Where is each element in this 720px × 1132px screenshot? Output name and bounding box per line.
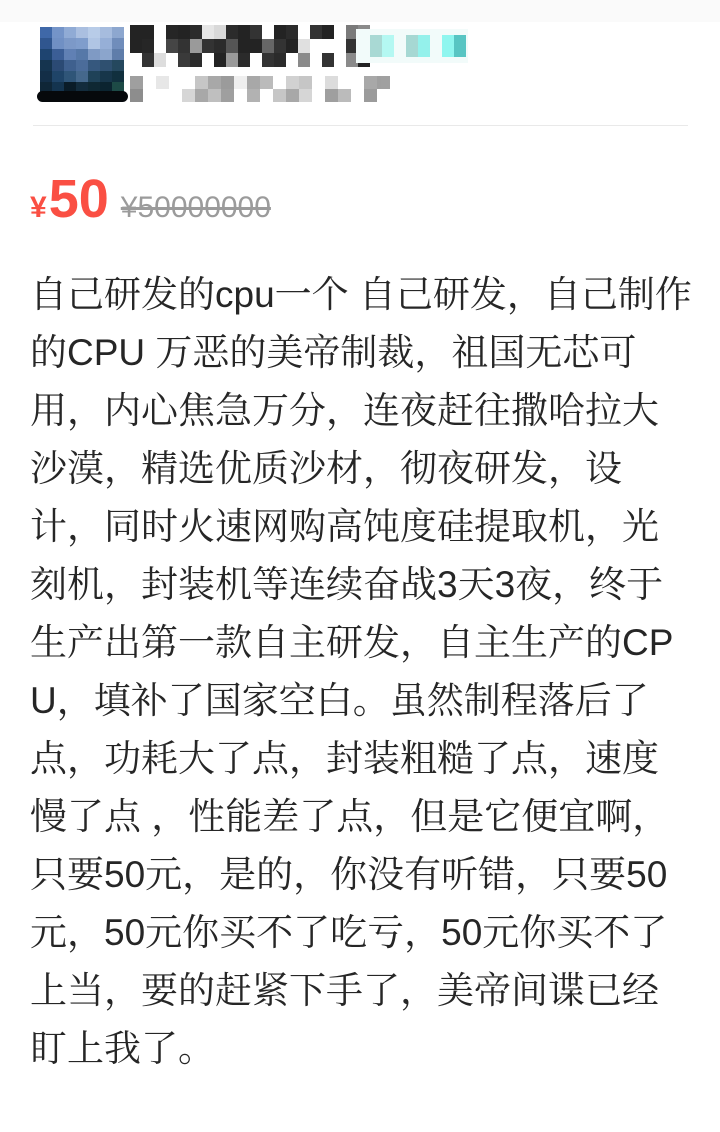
seller-header	[0, 22, 720, 125]
current-price: 50	[48, 169, 109, 229]
price-row	[30, 169, 271, 229]
currency-symbol: ¥	[30, 191, 47, 224]
seller-avatar[interactable]	[40, 27, 124, 93]
listing-description: 自己研发的cpu一个 自己研发，自己制作的CPU 万恶的美帝制裁，祖国无芯可用，内心焦急万分，连夜赶往撒哈拉大沙漠，精选优质沙材，彻夜研发，设计，同时火速网购高饨度硅提取机，光刻机，封装机等连续奋战3天3夜，终于生产出第一款自主研发，自主生产的CPU，填补了国家空白。虽然制程落后了点，功耗大了点，封装粗糙了点，速度慢了点 ，性能差了点，但是它便宜啊，只要50元，是的，你没有听错，只要50元，50元你买不了吃亏，50元你买不了上当，要的赶紧下手了，美帝间谍已经盯上我了。	[30, 274, 692, 1069]
seller-name-censored[interactable]	[130, 25, 370, 67]
header-divider	[33, 125, 688, 126]
original-price-strikethrough: ¥50000000	[120, 191, 271, 224]
seller-badges-censored	[358, 35, 466, 57]
seller-avatar-base	[37, 91, 128, 102]
publish-info-censored	[130, 76, 403, 102]
seller-badges	[356, 29, 468, 63]
top-status-strip	[0, 0, 720, 22]
